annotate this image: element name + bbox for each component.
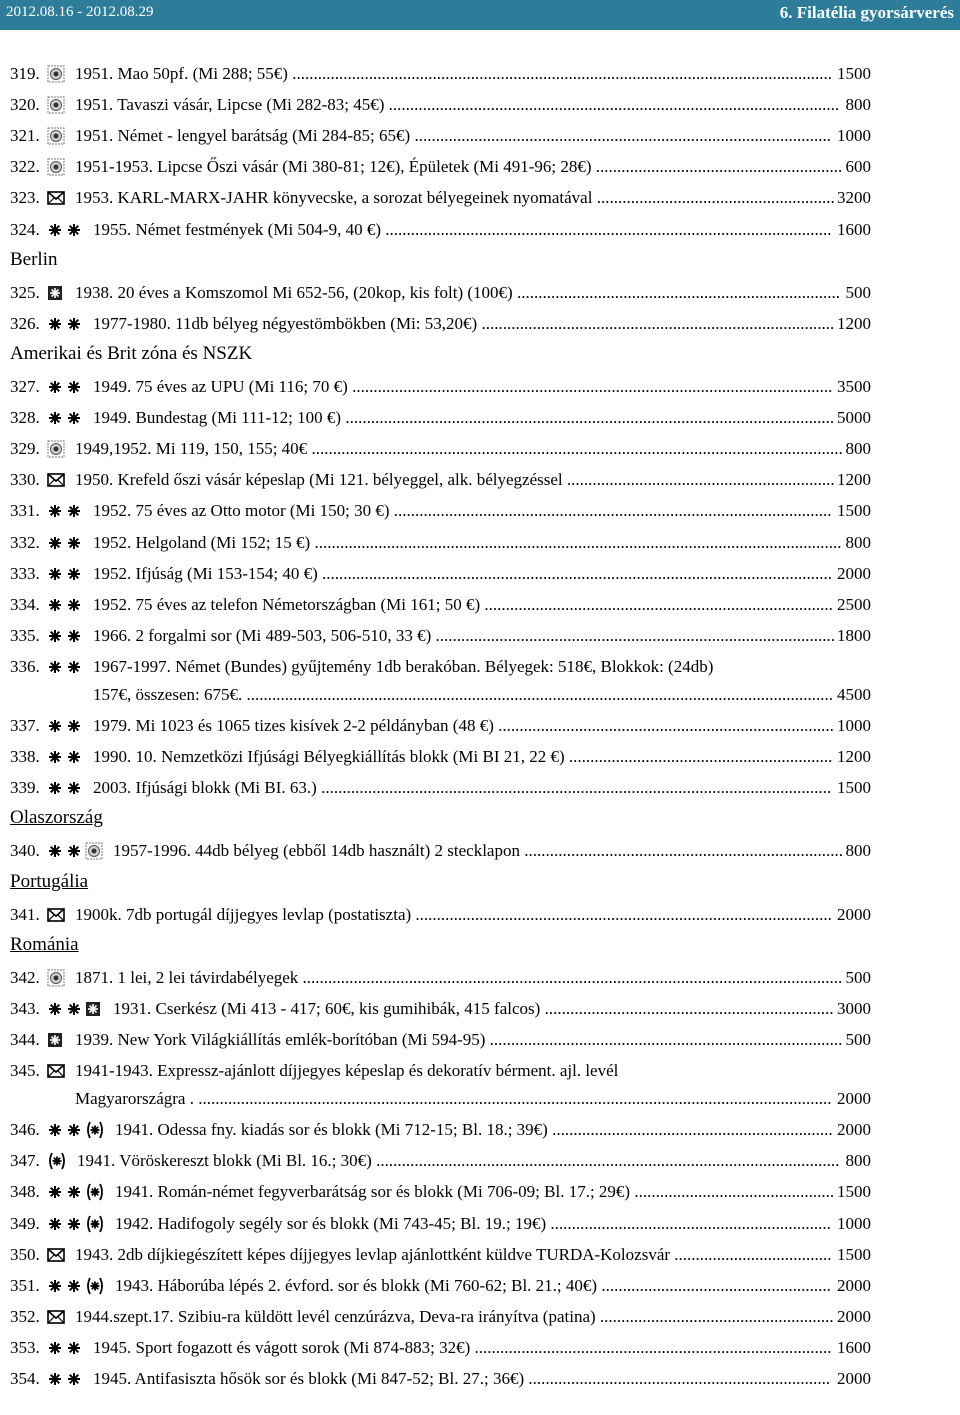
mnh-stars-icon: [47, 222, 83, 238]
lot-price: 800: [846, 1149, 872, 1173]
lot-description: 1950. Krefeld őszi vásár képeslap (Mi 121. bélyeggel, alk. bélyegzéssel: [75, 470, 567, 490]
lot-price: 1200: [837, 312, 871, 336]
lot-description: 1943. Háborúba lépés 2. évford. sor és blokk (Mi 760-62; Bl. 21.; 40€): [115, 1275, 602, 1295]
condition-icons: [47, 93, 65, 117]
mnh-stars-icon: [47, 1001, 83, 1017]
lot-price: 2000: [837, 903, 871, 927]
lot-description: 1990. 10. Nemzetközi Ifjúsági Bélyegkiállítás blokk (Mi BI 21, 22 €): [93, 747, 569, 767]
lot-price: 2000: [837, 562, 871, 586]
lot-row: 331. 1952. 75 éves az Otto motor (Mi 150; 30 €) ....................................................................................................... 1500: [10, 499, 871, 523]
lot-row: 330. 1950. Krefeld őszi vásár képeslap (Mi 121. bélyeggel, alk. bélyegzéssel ............................................................... 1200: [10, 468, 871, 492]
hinged-stamp-icon: [47, 1032, 63, 1048]
lot-row: 349. 1942. Hadifogoly segély sor és blokk (Mi 743-45; Bl. 19.; 19€) .................................................................. 1000: [10, 1212, 871, 1236]
lot-row: 333. 1952. Ifjúság (Mi 153-154; 40 €) ........................................................................................................................ 2000: [10, 562, 871, 586]
lot-number: 325.: [10, 282, 40, 302]
condition-icons: [47, 997, 101, 1021]
date-range: 2012.08.16 - 2012.08.29: [6, 4, 154, 20]
lot-row: 354. 1945. Antifasiszta hősök sor és blokk (Mi 847-52; Bl. 27.; 36€) ....................................................................... 2000: [10, 1367, 871, 1391]
block-icon: [85, 1121, 105, 1139]
lot-row: 319. 1951. Mao 50pf. (Mi 288; 55€) ............................................................................................................................... 1500: [10, 62, 871, 86]
lot-description: 1957-1996. 44db bélyeg (ebből 14db használt) 2 stecklapon: [113, 841, 525, 861]
lot-number: 330.: [10, 470, 40, 490]
mnh-stars-icon: [47, 843, 83, 859]
lot-row: 350. 1943. 2db díjkiegészített képes díjjegyes levlap ajánlottként küldve TURDA-Kolozsvár ..................................... 1500: [10, 1243, 871, 1267]
lot-row: [10, 1059, 871, 1083]
lot-row-continuation: Magyarországra . ..................................................................................................................................................... 2000: [10, 1087, 871, 1111]
lot-price: 1200: [837, 468, 871, 492]
condition-icons: [47, 1243, 65, 1267]
lot-number: 354.: [10, 1369, 40, 1388]
condition-icons: [47, 714, 83, 738]
lot-description: 1952. Helgoland (Mi 152; 15 €): [93, 532, 315, 552]
condition-icons: [47, 124, 65, 148]
cover-envelope-icon: [47, 908, 65, 922]
section-heading: Amerikai és Brit zóna és NSZK: [10, 342, 253, 364]
lot-number: 353.: [10, 1337, 40, 1357]
mnh-stars-icon: [47, 566, 83, 582]
lot-number: 344.: [10, 1030, 40, 1049]
lot-price: 500: [846, 281, 872, 305]
lot-row: 329. 1949,1952. Mi 119, 150, 155; 40€ ............................................................................................................................. 800: [10, 437, 871, 461]
lot-price: 800: [846, 93, 872, 117]
lot-price: 2500: [837, 593, 871, 617]
lot-description: 1945. Sport fogazott és vágott sorok (Mi 874-883; 32€): [93, 1337, 475, 1357]
lot-row: 324. 1955. Német festmények (Mi 504-9, 40 €) ......................................................................................................... 1600: [10, 218, 871, 242]
block-icon: [47, 1152, 67, 1170]
lot-price: 2000: [837, 1367, 871, 1391]
lot-row: 320. 1951. Tavaszi vásár, Lipcse (Mi 282-83; 45€) .......................................................................................................... 800: [10, 93, 871, 117]
lot-row: 340. 1957-1996. 44db bélyeg (ebből 14db használt) 2 stecklapon ........................................................................... 800: [10, 839, 871, 863]
lot-number: 347.: [10, 1151, 40, 1171]
lot-row: 334. 1952. 75 éves az telefon Németországban (Mi 161; 50 €) .................................................................................. 2500: [10, 593, 871, 617]
mnh-stars-icon: [47, 597, 83, 613]
lot-number: 324.: [10, 219, 40, 239]
lot-price: 5000: [837, 406, 871, 430]
condition-icons: [47, 312, 83, 336]
lot-number: 321.: [10, 126, 40, 146]
used-stamp-icon: [47, 96, 65, 114]
lot-number: 345.: [10, 1061, 40, 1081]
condition-icons: [47, 1059, 65, 1083]
lot-price: 1500: [837, 499, 871, 523]
condition-icons: [47, 437, 65, 461]
lot-description-continued: Magyarországra .: [75, 1089, 199, 1109]
lot-description: 1942. Hadifogoly segély sor és blokk (Mi 743-45; Bl. 19.; 19€): [115, 1213, 551, 1233]
condition-icons: [47, 745, 83, 769]
lot-price: 4500: [837, 683, 871, 707]
condition-icons: [47, 1305, 65, 1329]
condition-icons: [47, 776, 83, 800]
used-stamp-icon: [85, 842, 103, 860]
lot-row: 326. 1977-1980. 11db bélyeg négyestömbökben (Mi: 53,20€) ................................................................................... 1200: [10, 312, 871, 336]
hinged-stamp-icon: [85, 1001, 101, 1017]
lot-number: 341.: [10, 904, 40, 924]
lot-description: 1967-1997. Német (Bundes) gyűjtemény 1db berakóban. Bélyegek: 518€, Blokkok: (24db): [93, 656, 714, 676]
cover-envelope-icon: [47, 473, 65, 487]
lot-price: 800: [846, 437, 872, 461]
lot-number: 319.: [10, 64, 40, 83]
lot-number: 342.: [10, 967, 40, 987]
condition-icons: [47, 1028, 63, 1052]
lot-row: 327. 1949. 75 éves az UPU (Mi 116; 70 €) ................................................................................................................. 3500: [10, 375, 871, 399]
lot-description: 1955. Német festmények (Mi 504-9, 40 €): [93, 219, 386, 239]
lot-number: 335.: [10, 625, 40, 645]
lot-row: 352. 1944.szept.17. Szibiu-ra küldött levél cenzúrázva, Deva-ra irányítva (patina) ....................................................... 2000: [10, 1305, 871, 1329]
lot-description: 1966. 2 forgalmi sor (Mi 489-503, 506-510, 33 €): [93, 625, 436, 645]
lot-row: 323. 1953. KARL-MARX-JAHR könyvecske, a sorozat bélyegeinek nyomatával ........................................................ 3200: [10, 186, 871, 210]
lot-row: 337. 1979. Mi 1023 és 1065 tizes kisívek 2-2 példányban (48 €) ............................................................................... 1000: [10, 714, 871, 738]
lot-row: 348. 1941. Román-német fegyverbarátság sor és blokk (Mi 706-09; Bl. 17.; 29€) ............................................... 1500: [10, 1180, 871, 1204]
lot-number: 343.: [10, 998, 40, 1018]
mnh-stars-icon: [47, 379, 83, 395]
lot-price: 3500: [837, 375, 871, 399]
lot-price: 3000: [837, 997, 871, 1021]
lot-row: 322. 1951-1953. Lipcse Őszi vásár (Mi 380-81; 12€), Épületek (Mi 491-96; 28€) .......................................................... 600: [10, 155, 871, 179]
mnh-stars-icon: [47, 503, 83, 519]
lot-price: 1000: [837, 124, 871, 148]
lot-price: 1500: [837, 776, 871, 800]
lot-description: 1952. 75 éves az Otto motor (Mi 150; 30 €): [93, 501, 394, 521]
lot-row: 321. 1951. Német - lengyel barátság (Mi 284-85; 65€) .................................................................................................. 1000: [10, 124, 871, 148]
lot-price: 1600: [837, 218, 871, 242]
lot-row: 338. 1990. 10. Nemzetközi Ifjúsági Bélyegkiállítás blokk (Mi BI 21, 22 €) .............................................................. 1200: [10, 745, 871, 769]
lot-price: 1000: [837, 1212, 871, 1236]
condition-icons: [47, 624, 83, 648]
lot-description: 1949. 75 éves az UPU (Mi 116; 70 €): [93, 377, 353, 396]
lot-row: 353. 1945. Sport fogazott és vágott sorok (Mi 874-883; 32€) .................................................................................... 1600: [10, 1336, 871, 1360]
lot-number: 351.: [10, 1275, 40, 1295]
lot-row: 346. 1941. Odessa fny. kiadás sor és blokk (Mi 712-15; Bl. 18.; 39€) .................................................................. 2000: [10, 1118, 871, 1142]
mnh-stars-icon: [47, 1371, 83, 1387]
condition-icons: [47, 1149, 67, 1173]
lot-description: 2003. Ifjúsági blokk (Mi BI. 63.): [93, 778, 322, 798]
mnh-stars-icon: [47, 316, 83, 332]
hinged-stamp-icon: [47, 285, 63, 301]
lot-number: 340.: [10, 841, 40, 861]
condition-icons: [47, 562, 83, 586]
lot-description: 1979. Mi 1023 és 1065 tizes kisívek 2-2 példányban (48 €): [93, 716, 499, 735]
lot-description: 1931. Cserkész (Mi 413 - 417; 60€, kis gumihibák, 415 falcos): [113, 998, 545, 1018]
lot-description: 1953. KARL-MARX-JAHR könyvecske, a sorozat bélyegeinek nyomatával: [75, 188, 597, 208]
condition-icons: [47, 655, 83, 679]
used-stamp-icon: [47, 127, 65, 145]
lot-price: 1800: [837, 624, 871, 648]
lot-row: [10, 655, 871, 679]
lot-price: 3200: [837, 186, 871, 210]
mnh-stars-icon: [47, 1216, 83, 1232]
block-icon: [85, 1183, 105, 1201]
condition-icons: [47, 62, 65, 86]
lot-number: 323.: [10, 188, 40, 208]
lot-description: 1939. New York Világkiállítás emlék-borítóban (Mi 594-95): [75, 1030, 490, 1049]
lot-price: 1500: [837, 1243, 871, 1267]
condition-icons: [47, 1212, 105, 1236]
condition-icons: [47, 186, 65, 210]
condition-icons: [47, 1118, 105, 1142]
condition-icons: [47, 1336, 83, 1360]
section-heading: Románia: [10, 933, 79, 955]
lot-number: 331.: [10, 501, 40, 521]
lot-description: 1952. 75 éves az telefon Németországban (Mi 161; 50 €): [93, 594, 485, 614]
lot-description: 1943. 2db díjkiegészített képes díjjegyes levlap ajánlottként küldve TURDA-Kolozsvár: [75, 1244, 675, 1264]
condition-icons: [47, 839, 103, 863]
lot-row: 344. 1939. New York Világkiállítás emlék-borítóban (Mi 594-95) ................................................................................... 500: [10, 1028, 871, 1052]
condition-icons: [47, 155, 65, 179]
condition-icons: [47, 499, 83, 523]
lot-number: 328.: [10, 408, 40, 428]
block-icon: [85, 1277, 105, 1295]
used-stamp-icon: [47, 158, 65, 176]
condition-icons: [47, 1180, 105, 1204]
lot-price: 2000: [837, 1305, 871, 1329]
lot-price: 1600: [837, 1336, 871, 1360]
condition-icons: [47, 1367, 83, 1391]
lot-row: 339. 2003. Ifjúsági blokk (Mi BI. 63.) ........................................................................................................................ 1500: [10, 776, 871, 800]
lot-row: 341. 1900k. 7db portugál díjjegyes levlap (postatiszta) .................................................................................................. 2000: [10, 903, 871, 927]
lot-row: 347. 1941. Vöröskereszt blokk (Mi Bl. 16.; 30€) ............................................................................................................. 800: [10, 1149, 871, 1173]
section-heading: Portugália: [10, 870, 89, 892]
lot-price: 2000: [837, 1087, 871, 1111]
lot-price: 500: [846, 1028, 872, 1052]
cover-envelope-icon: [47, 1064, 65, 1078]
used-stamp-icon: [47, 969, 65, 987]
lot-row: 342. 1871. 1 lei, 2 lei távirdabélyegek ............................................................................................................................... 500: [10, 966, 871, 990]
lot-price: 1500: [837, 62, 871, 86]
lot-number: 334.: [10, 594, 40, 614]
lot-description: 1871. 1 lei, 2 lei távirdabélyegek: [75, 967, 303, 987]
lot-description: 1941. Román-német fegyverbarátság sor és blokk (Mi 706-09; Bl. 17.; 29€): [115, 1182, 635, 1202]
lot-description-continued: 157€, összesen: 675€.: [93, 684, 247, 704]
lot-number: 322.: [10, 157, 40, 177]
lot-number: 339.: [10, 778, 40, 798]
mnh-stars-icon: [47, 1340, 83, 1356]
mnh-stars-icon: [47, 535, 83, 551]
condition-icons: [47, 966, 65, 990]
lot-price: 2000: [837, 1274, 871, 1298]
condition-icons: [47, 531, 83, 555]
lot-description: 1941. Vöröskereszt blokk (Mi Bl. 16.; 30€): [77, 1151, 377, 1171]
section-heading: Berlin: [10, 248, 58, 270]
condition-icons: [47, 593, 83, 617]
lot-number: 320.: [10, 95, 40, 115]
condition-icons: [47, 468, 65, 492]
lot-number: 349.: [10, 1213, 40, 1233]
cover-envelope-icon: [47, 1248, 65, 1262]
lot-description: 1977-1980. 11db bélyeg négyestömbökben (Mi: 53,20€): [93, 313, 482, 333]
lot-description: 1938. 20 éves a Komszomol Mi 652-56, (20kop, kis folt) (100€): [75, 282, 517, 302]
auction-title: 6. Filatélia gyorsárverés: [779, 3, 954, 22]
condition-icons: [47, 218, 83, 242]
lot-price: 1500: [837, 1180, 871, 1204]
lot-description: 1951. Mao 50pf. (Mi 288; 55€): [75, 64, 293, 83]
lot-row: 332. 1952. Helgoland (Mi 152; 15 €) ............................................................................................................................ 800: [10, 531, 871, 555]
lot-price: 500: [846, 966, 872, 990]
lot-price: 1200: [837, 745, 871, 769]
mnh-stars-icon: [47, 1278, 83, 1294]
used-stamp-icon: [47, 65, 65, 83]
lot-description: 1945. Antifasiszta hősök sor és blokk (Mi 847-52; Bl. 27.; 36€): [93, 1369, 529, 1388]
cover-envelope-icon: [47, 1310, 65, 1324]
mnh-stars-icon: [47, 659, 83, 675]
lot-number: 346.: [10, 1120, 40, 1140]
mnh-stars-icon: [47, 1122, 83, 1138]
lot-description: 1949. Bundestag (Mi 111-12; 100 €): [93, 408, 346, 428]
lot-number: 338.: [10, 747, 40, 767]
lot-number: 329.: [10, 439, 40, 459]
lot-row: 335. 1966. 2 forgalmi sor (Mi 489-503, 506-510, 33 €) .............................................................................................. 1800: [10, 624, 871, 648]
lot-row: 351. 1943. Háborúba lépés 2. évford. sor és blokk (Mi 760-62; Bl. 21.; 40€) ...................................................... 2000: [10, 1274, 871, 1298]
lot-description: 1951-1953. Lipcse Őszi vásár (Mi 380-81; 12€), Épületek (Mi 491-96; 28€): [75, 157, 596, 177]
lot-description: 1951. Tavaszi vásár, Lipcse (Mi 282-83; 45€): [75, 95, 389, 115]
condition-icons: [47, 406, 83, 430]
lot-price: 1000: [837, 714, 871, 738]
lot-price: 2000: [837, 1118, 871, 1142]
section-heading: Olaszország: [10, 807, 103, 829]
mnh-stars-icon: [47, 628, 83, 644]
lot-description: 1941-1943. Expressz-ajánlott díjjegyes képeslap és dekoratív bérment. ajl. levél: [75, 1061, 619, 1081]
lot-number: 348.: [10, 1182, 40, 1202]
lot-description: 1944.szept.17. Szibiu-ra küldött levél cenzúrázva, Deva-ra irányítva (patina): [75, 1306, 600, 1326]
lot-price: 800: [846, 839, 872, 863]
lot-row: 343. 1931. Cserkész (Mi 413 - 417; 60€, kis gumihibák, 415 falcos) .................................................................... 3000: [10, 997, 871, 1021]
lot-number: 332.: [10, 532, 40, 552]
condition-icons: [47, 903, 65, 927]
lot-price: 800: [846, 531, 872, 555]
lot-price: 600: [846, 155, 872, 179]
lot-number: 350.: [10, 1244, 40, 1264]
lot-row: 325. 1938. 20 éves a Komszomol Mi 652-56, (20kop, kis folt) (100€) ............................................................................ 500: [10, 281, 871, 305]
mnh-stars-icon: [47, 1184, 83, 1200]
condition-icons: [47, 281, 63, 305]
mnh-stars-icon: [47, 410, 83, 426]
lot-row: 328. 1949. Bundestag (Mi 111-12; 100 €) ................................................................................................................... 5000: [10, 406, 871, 430]
lot-number: 352.: [10, 1306, 40, 1326]
lot-number: 327.: [10, 377, 40, 396]
cover-envelope-icon: [47, 191, 65, 205]
lot-number: 326.: [10, 313, 40, 333]
mnh-stars-icon: [47, 718, 83, 734]
mnh-stars-icon: [47, 780, 83, 796]
mnh-stars-icon: [47, 749, 83, 765]
lot-number: 333.: [10, 563, 40, 583]
lot-number: 337.: [10, 716, 40, 735]
lot-description: 1900k. 7db portugál díjjegyes levlap (postatiszta): [75, 904, 416, 924]
lot-row-continuation: 157€, összesen: 675€. .......................................................................................................................................... 4500: [10, 683, 871, 707]
lot-description: 1949,1952. Mi 119, 150, 155; 40€: [75, 439, 312, 459]
lot-number: 336.: [10, 656, 40, 676]
condition-icons: [47, 375, 83, 399]
block-icon: [85, 1215, 105, 1233]
lot-description: 1941. Odessa fny. kiadás sor és blokk (Mi 712-15; Bl. 18.; 39€): [115, 1120, 553, 1140]
condition-icons: [47, 1274, 105, 1298]
lot-description: 1951. Német - lengyel barátság (Mi 284-85; 65€): [75, 126, 415, 146]
used-stamp-icon: [47, 440, 65, 458]
lot-description: 1952. Ifjúság (Mi 153-154; 40 €): [93, 563, 323, 583]
